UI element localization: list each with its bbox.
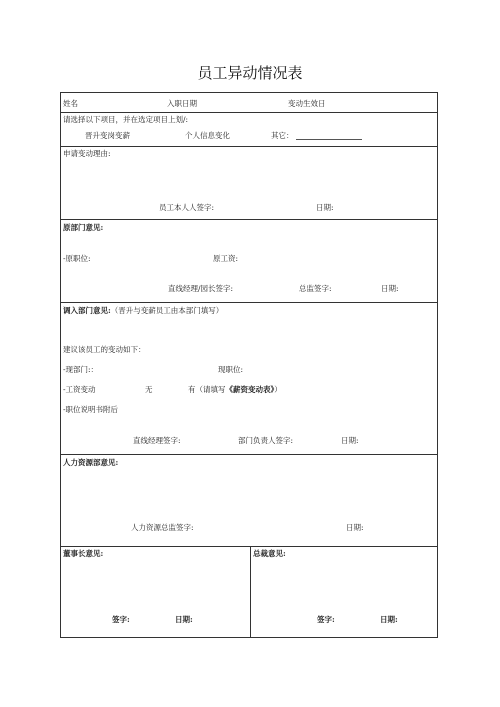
salary-change-none[interactable]: 无 xyxy=(145,385,153,394)
reason-label: 申请变动理由: xyxy=(63,149,111,158)
president-date-label: 日期: xyxy=(380,615,398,624)
salary-change-label: -工资变动 xyxy=(63,385,96,394)
form-title: 员工异动情况表 xyxy=(197,64,303,82)
job-description-note: -职位说明书附后 xyxy=(63,405,119,414)
divider xyxy=(61,454,437,455)
reason-date-label: 日期: xyxy=(316,203,334,212)
chairman-date-label: 日期: xyxy=(175,615,193,624)
line-manager-signature-label: 直线经理签字: xyxy=(133,436,181,445)
divider xyxy=(250,546,251,638)
manager-signature-label: 直线经理/园长签字: xyxy=(168,284,234,293)
name-label: 姓名 xyxy=(63,99,78,108)
hr-label: 人力资源部意见: xyxy=(63,458,119,467)
original-position-label: -原职位: xyxy=(63,254,91,263)
dept-head-signature-label: 部门负责人签字: xyxy=(238,436,294,445)
suggest-label: 建议该员工的变动如下： xyxy=(63,345,146,354)
divider xyxy=(61,146,437,147)
chairman-label: 董事长意见: xyxy=(63,549,104,558)
divider xyxy=(61,219,437,220)
new-dept-date-label: 日期: xyxy=(341,436,359,445)
employee-signature-label: 员工本人人签字: xyxy=(159,203,215,212)
president-label: 总裁意见: xyxy=(253,549,286,558)
divider xyxy=(61,546,437,547)
change-type-instruction: 请选择以下项目，并在选定项目上划/: xyxy=(63,115,189,124)
hr-director-signature-label: 人力资源总监签字: xyxy=(131,523,194,532)
current-dept-label: -现部门:： xyxy=(63,365,99,374)
option-personal-info[interactable]: 个人信息变化 xyxy=(185,131,230,140)
original-dept-label: 原部门意见: xyxy=(63,223,104,232)
original-dept-date-label: 日期: xyxy=(381,284,399,293)
original-salary-label: 原工资: xyxy=(213,254,239,263)
effective-date-label: 变动生效日 xyxy=(288,99,326,108)
other-blank[interactable] xyxy=(296,133,362,140)
option-promotion[interactable]: 晋升变岗变薪 xyxy=(85,131,130,140)
divider xyxy=(61,112,437,113)
current-position-label: 现职位: xyxy=(218,365,244,374)
divider xyxy=(61,302,437,303)
new-dept-header: 调入部门意见:（晋升与变薪员工由本部门填写） xyxy=(63,306,224,315)
transfer-form xyxy=(60,92,438,638)
hire-date-label: 入职日期 xyxy=(167,99,197,108)
president-signature-label: 签字: xyxy=(317,615,335,624)
chairman-signature-label: 签字: xyxy=(112,615,130,624)
director-signature-label: 总监签字: xyxy=(299,284,332,293)
salary-change-yes[interactable]: 有（请填写《薪资变动表》） xyxy=(188,385,282,394)
option-other[interactable]: 其它： xyxy=(271,132,362,140)
hr-date-label: 日期: xyxy=(346,523,364,532)
